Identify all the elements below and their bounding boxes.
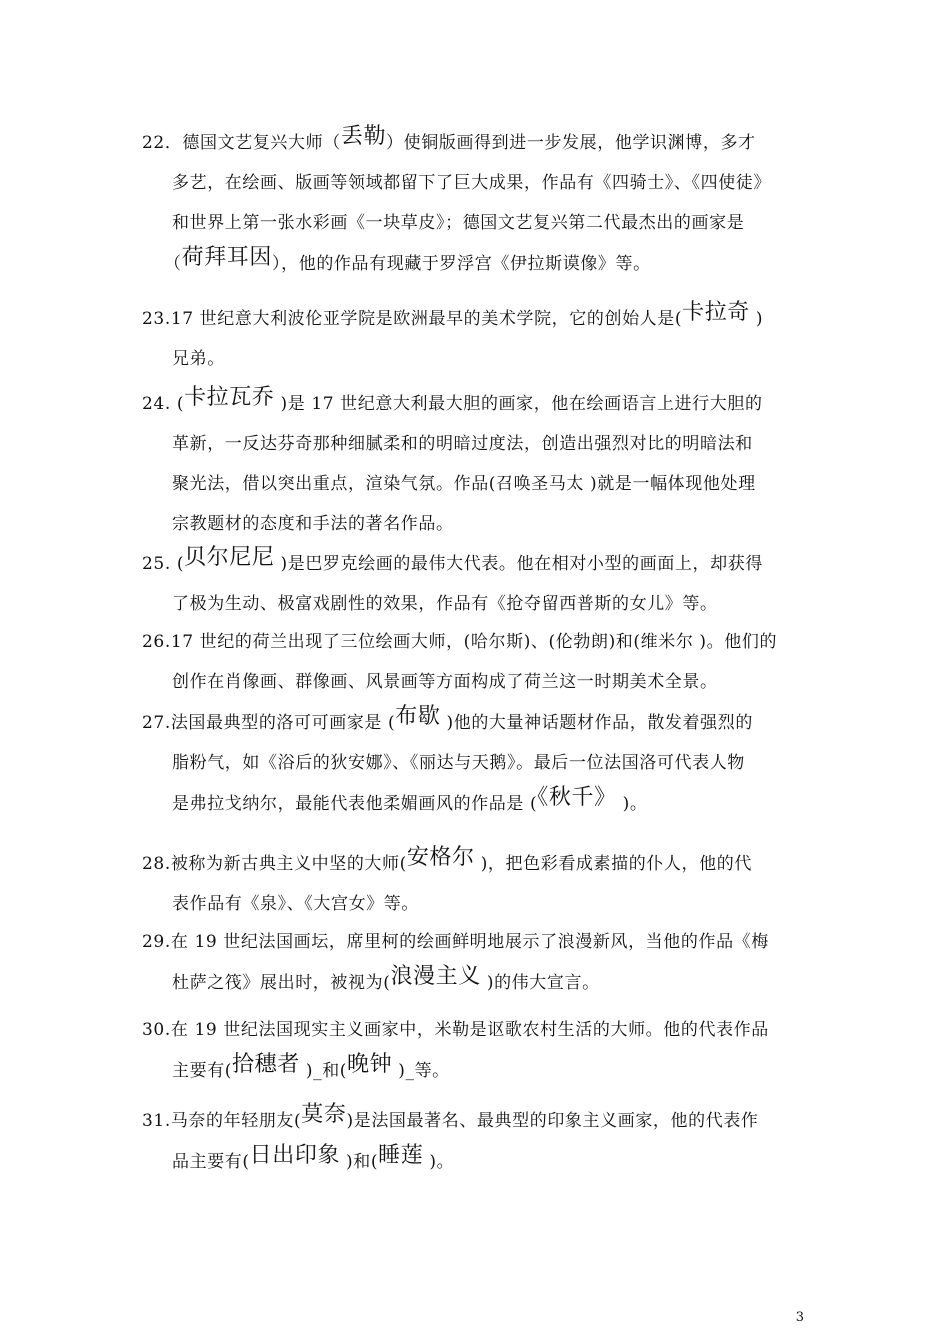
q31-text: 31.马奈的年轻朋友( [142, 1111, 302, 1131]
page-number: 3 [795, 1310, 804, 1325]
q22-text: ），他的作品有现藏于罗浮宫《伊拉斯谟像》等。 [272, 254, 651, 274]
q24-text: )是 17 世纪意大利最大胆的画家，他在绘画语言上进行大胆的 [274, 394, 763, 414]
q24-text: 24. ( [142, 394, 185, 414]
q27-line [142, 783, 822, 824]
q23-answer-1: 卡拉奇 [682, 300, 750, 325]
q30-line: 30.在 19 世纪法国现实主义画家中，米勒是讴歌农村生活的大师。他的代表作品 [142, 1020, 769, 1040]
q31-answer-2: 日出印象 [249, 1143, 341, 1168]
question-31 [142, 1100, 822, 1182]
q23-text: 23.17 世纪意大利波伦亚学院是欧洲最早的美术学院，它的创始人是( [142, 309, 683, 329]
question-26 [142, 622, 822, 702]
q30-text: )_和( [299, 1061, 348, 1081]
q31-answer-3: 睡莲 [378, 1143, 424, 1168]
question-28 [142, 843, 822, 924]
q29-text: )的伟大宣言。 [480, 973, 600, 993]
q22-text: （ [164, 254, 182, 274]
q27-text: 是弗拉戈纳尔，最能代表他柔媚画风的作品是 ( [172, 794, 538, 814]
q30-text: )_等。 [392, 1061, 450, 1081]
q28-line: 表作品有《泉》、《大宫女》等。 [172, 894, 419, 914]
q29-line [142, 962, 822, 1003]
q31-answer-1: 莫奈 [301, 1102, 347, 1127]
q24-answer-1: 卡拉瓦乔 [184, 385, 275, 410]
question-29 [142, 922, 822, 1003]
q27-text: )他的大量神话题材作品，散发着强烈的 [440, 713, 753, 733]
q25-text: 25. ( [142, 554, 185, 574]
q22-line [142, 243, 822, 284]
q27-answer-1: 布歇 [395, 704, 441, 729]
q27-text: )。 [616, 794, 648, 814]
question-25 [142, 543, 822, 624]
question-27 [142, 702, 822, 824]
q22-text: 22．德国文艺复兴大师（ [142, 133, 341, 153]
q29-answer-1: 浪漫主义 [390, 964, 481, 989]
q25-answer-1: 贝尔尼尼 [184, 545, 275, 570]
q22-line: 多艺，在绘画、版画等领域都留下了巨大成果，作品有《四骑士》、《四使徒》 [172, 173, 771, 193]
q29-line: 29.在 19 世纪法国画坛，席里柯的绘画鲜明地展示了浪漫新风，当他的作品《梅 [142, 932, 769, 952]
q24-line: 革新，一反达芬奇那种细腻柔和的明暗过度法，创造出强烈对比的明暗法和 [172, 434, 753, 454]
q27-text: 27.法国最典型的洛可可画家是 ( [142, 713, 396, 733]
q28-text: 28.被称为新古典主义中坚的大师( [142, 854, 407, 874]
q25-text: )是巴罗克绘画的最伟大代表。他在相对小型的画面上，却获得 [274, 554, 763, 574]
q30-answer-1: 拾穗者 [232, 1052, 300, 1077]
q31-line [142, 1141, 822, 1182]
q24-line: 宗教题材的态度和手法的著名作品。 [172, 514, 454, 534]
q27-answer-2: 《秋千》 [537, 785, 617, 810]
q26-line: 26.17 世纪的荷兰出现了三位绘画大师，(哈尔斯)、(伦勃朗)和(维米尔 )。他们的 [142, 632, 778, 652]
q31-text: )是法国最著名、最典型的印象主义画家，他的代表作 [346, 1111, 759, 1131]
question-22 [142, 122, 822, 284]
q31-text: )。 [423, 1152, 455, 1172]
q31-text: 品主要有( [172, 1152, 250, 1172]
q31-text: )和( [340, 1152, 379, 1172]
q23-text: ) [749, 309, 764, 329]
q30-line [142, 1050, 822, 1091]
q30-answer-2: 晚钟 [347, 1052, 393, 1077]
question-23 [142, 298, 822, 379]
q29-text: 杜萨之筏》展出时，被视为( [172, 973, 391, 993]
q25-line: 了极为生动、极富戏剧性的效果，作品有《抢夺留西普斯的女儿》等。 [172, 594, 718, 614]
q28-answer-1: 安格尔 [406, 845, 475, 870]
q30-text: 主要有( [172, 1061, 233, 1081]
q23-line: 兄弟。 [172, 349, 225, 369]
q22-text: ）使铜版画得到进一步发展，他学识渊博，多才 [386, 133, 756, 153]
q22-line: 和世界上第一张水彩画《一块草皮》；德国文艺复兴第二代最杰出的画家是 [172, 213, 745, 233]
q26-line: 创作在肖像画、群像画、风景画等方面构成了荷兰这一时期美术全景。 [172, 672, 718, 692]
q22-answer-2: 荷拜耳因 [181, 245, 273, 270]
question-24 [142, 383, 822, 544]
q24-line: 聚光法，借以突出重点，渲染气氛。作品(召唤圣马太 )就是一幅体现他处理 [172, 474, 756, 494]
q22-answer-1: 丢勒 [340, 124, 387, 149]
q27-line: 脂粉气，如《浴后的狄安娜》、《丽达与天鹅》。最后一位法国洛可代表人物 [172, 753, 745, 773]
q28-text: )，把色彩看成素描的仆人，他的代 [474, 854, 752, 874]
question-30 [142, 1010, 822, 1091]
